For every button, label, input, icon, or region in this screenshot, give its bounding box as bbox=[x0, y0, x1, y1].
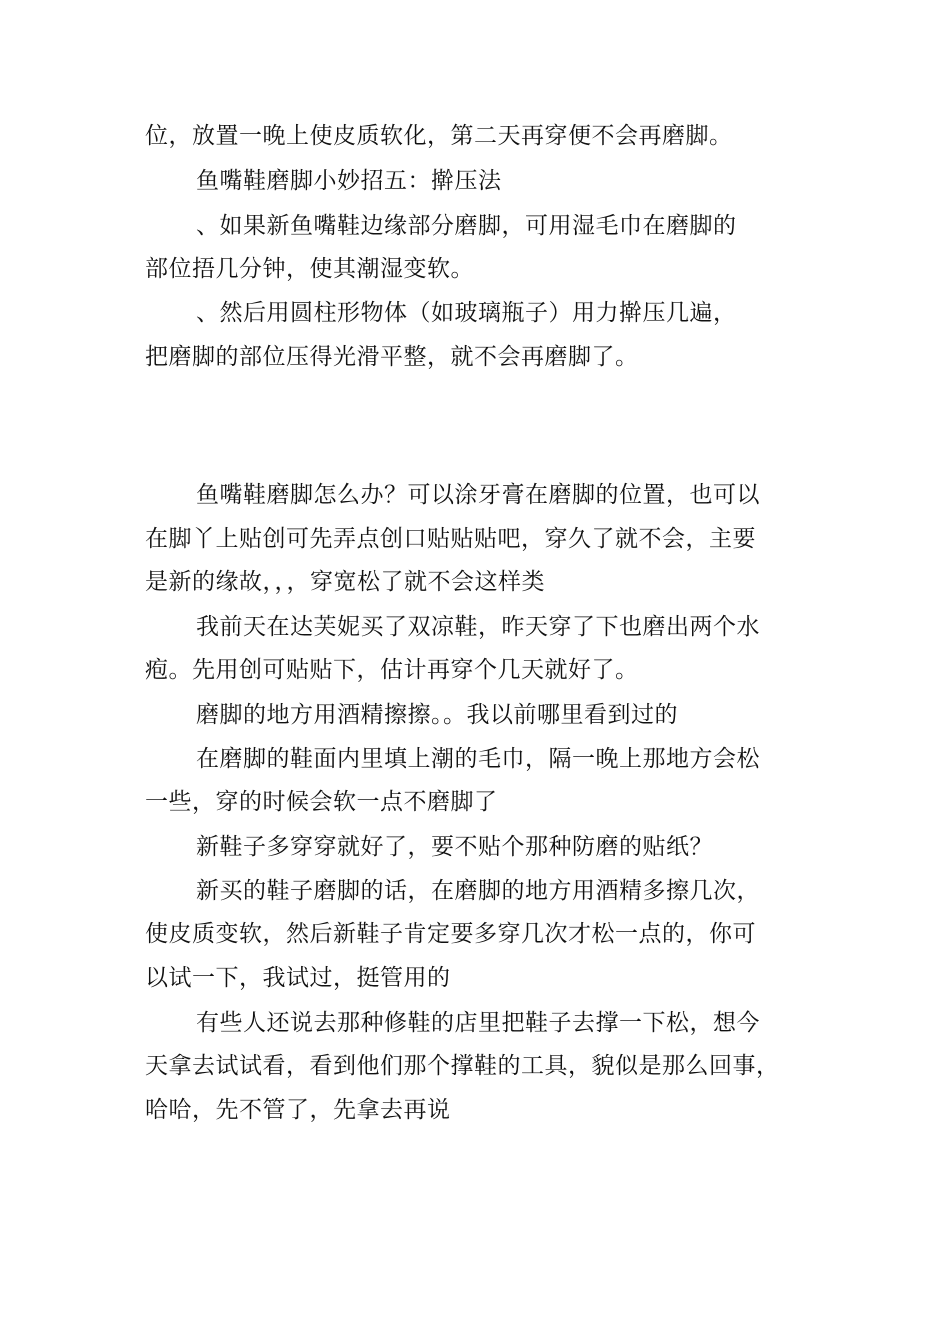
text-line: 一些，穿的时候会软一点不磨脚了 bbox=[145, 789, 498, 815]
text-line: 在磨脚的鞋面内里填上潮的毛巾，隔一晚上那地方会松 bbox=[196, 746, 760, 772]
text-line: 以试一下，我试过，挺管用的 bbox=[145, 965, 451, 991]
text-line: 使皮质变软，然后新鞋子肯定要多穿几次才松一点的，你可 bbox=[145, 921, 756, 947]
section-heading: 鱼嘴鞋磨脚小妙招五：擀压法 bbox=[196, 168, 502, 194]
text-line: 位，放置一晚上使皮质软化，第二天再穿便不会再磨脚。 bbox=[145, 123, 733, 149]
text-line: 部位捂几分钟，使其潮湿变软。 bbox=[145, 256, 474, 282]
text-line: 、如果新鱼嘴鞋边缘部分磨脚，可用湿毛巾在磨脚的 bbox=[196, 213, 737, 239]
text-line: 哈哈，先不管了，先拿去再说 bbox=[145, 1097, 451, 1123]
text-line: 有些人还说去那种修鞋的店里把鞋子去撑一下松，想今 bbox=[196, 1010, 760, 1036]
text-line: 磨脚的地方用酒精擦擦。。我以前哪里看到过的 bbox=[196, 702, 678, 728]
text-line: 天拿去试试看，看到他们那个撑鞋的工具，貌似是那么回事， bbox=[145, 1053, 780, 1079]
text-line: 疱。先用创可贴贴下，估计再穿个几天就好了。 bbox=[145, 657, 639, 683]
text-line: 鱼嘴鞋磨脚怎么办？可以涂牙膏在磨脚的位置，也可以 bbox=[196, 482, 760, 508]
text-line: 新买的鞋子磨脚的话，在磨脚的地方用酒精多擦几次， bbox=[196, 878, 760, 904]
text-line: 新鞋子多穿穿就好了，要不贴个那种防磨的贴纸？ bbox=[196, 834, 713, 860]
text-line: 在脚丫上贴创可先弄点创口贴贴贴吧，穿久了就不会，主要 bbox=[145, 526, 756, 552]
text-line: 把磨脚的部位压得光滑平整，就不会再磨脚了。 bbox=[145, 344, 639, 370]
text-line: 是新的缘故，，，穿宽松了就不会这样类 bbox=[145, 569, 545, 595]
text-line: 我前天在达芙妮买了双凉鞋，昨天穿了下也磨出两个水 bbox=[196, 614, 760, 640]
text-line: 、然后用圆柱形物体（如玻璃瓶子）用力擀压几遍， bbox=[196, 300, 737, 326]
